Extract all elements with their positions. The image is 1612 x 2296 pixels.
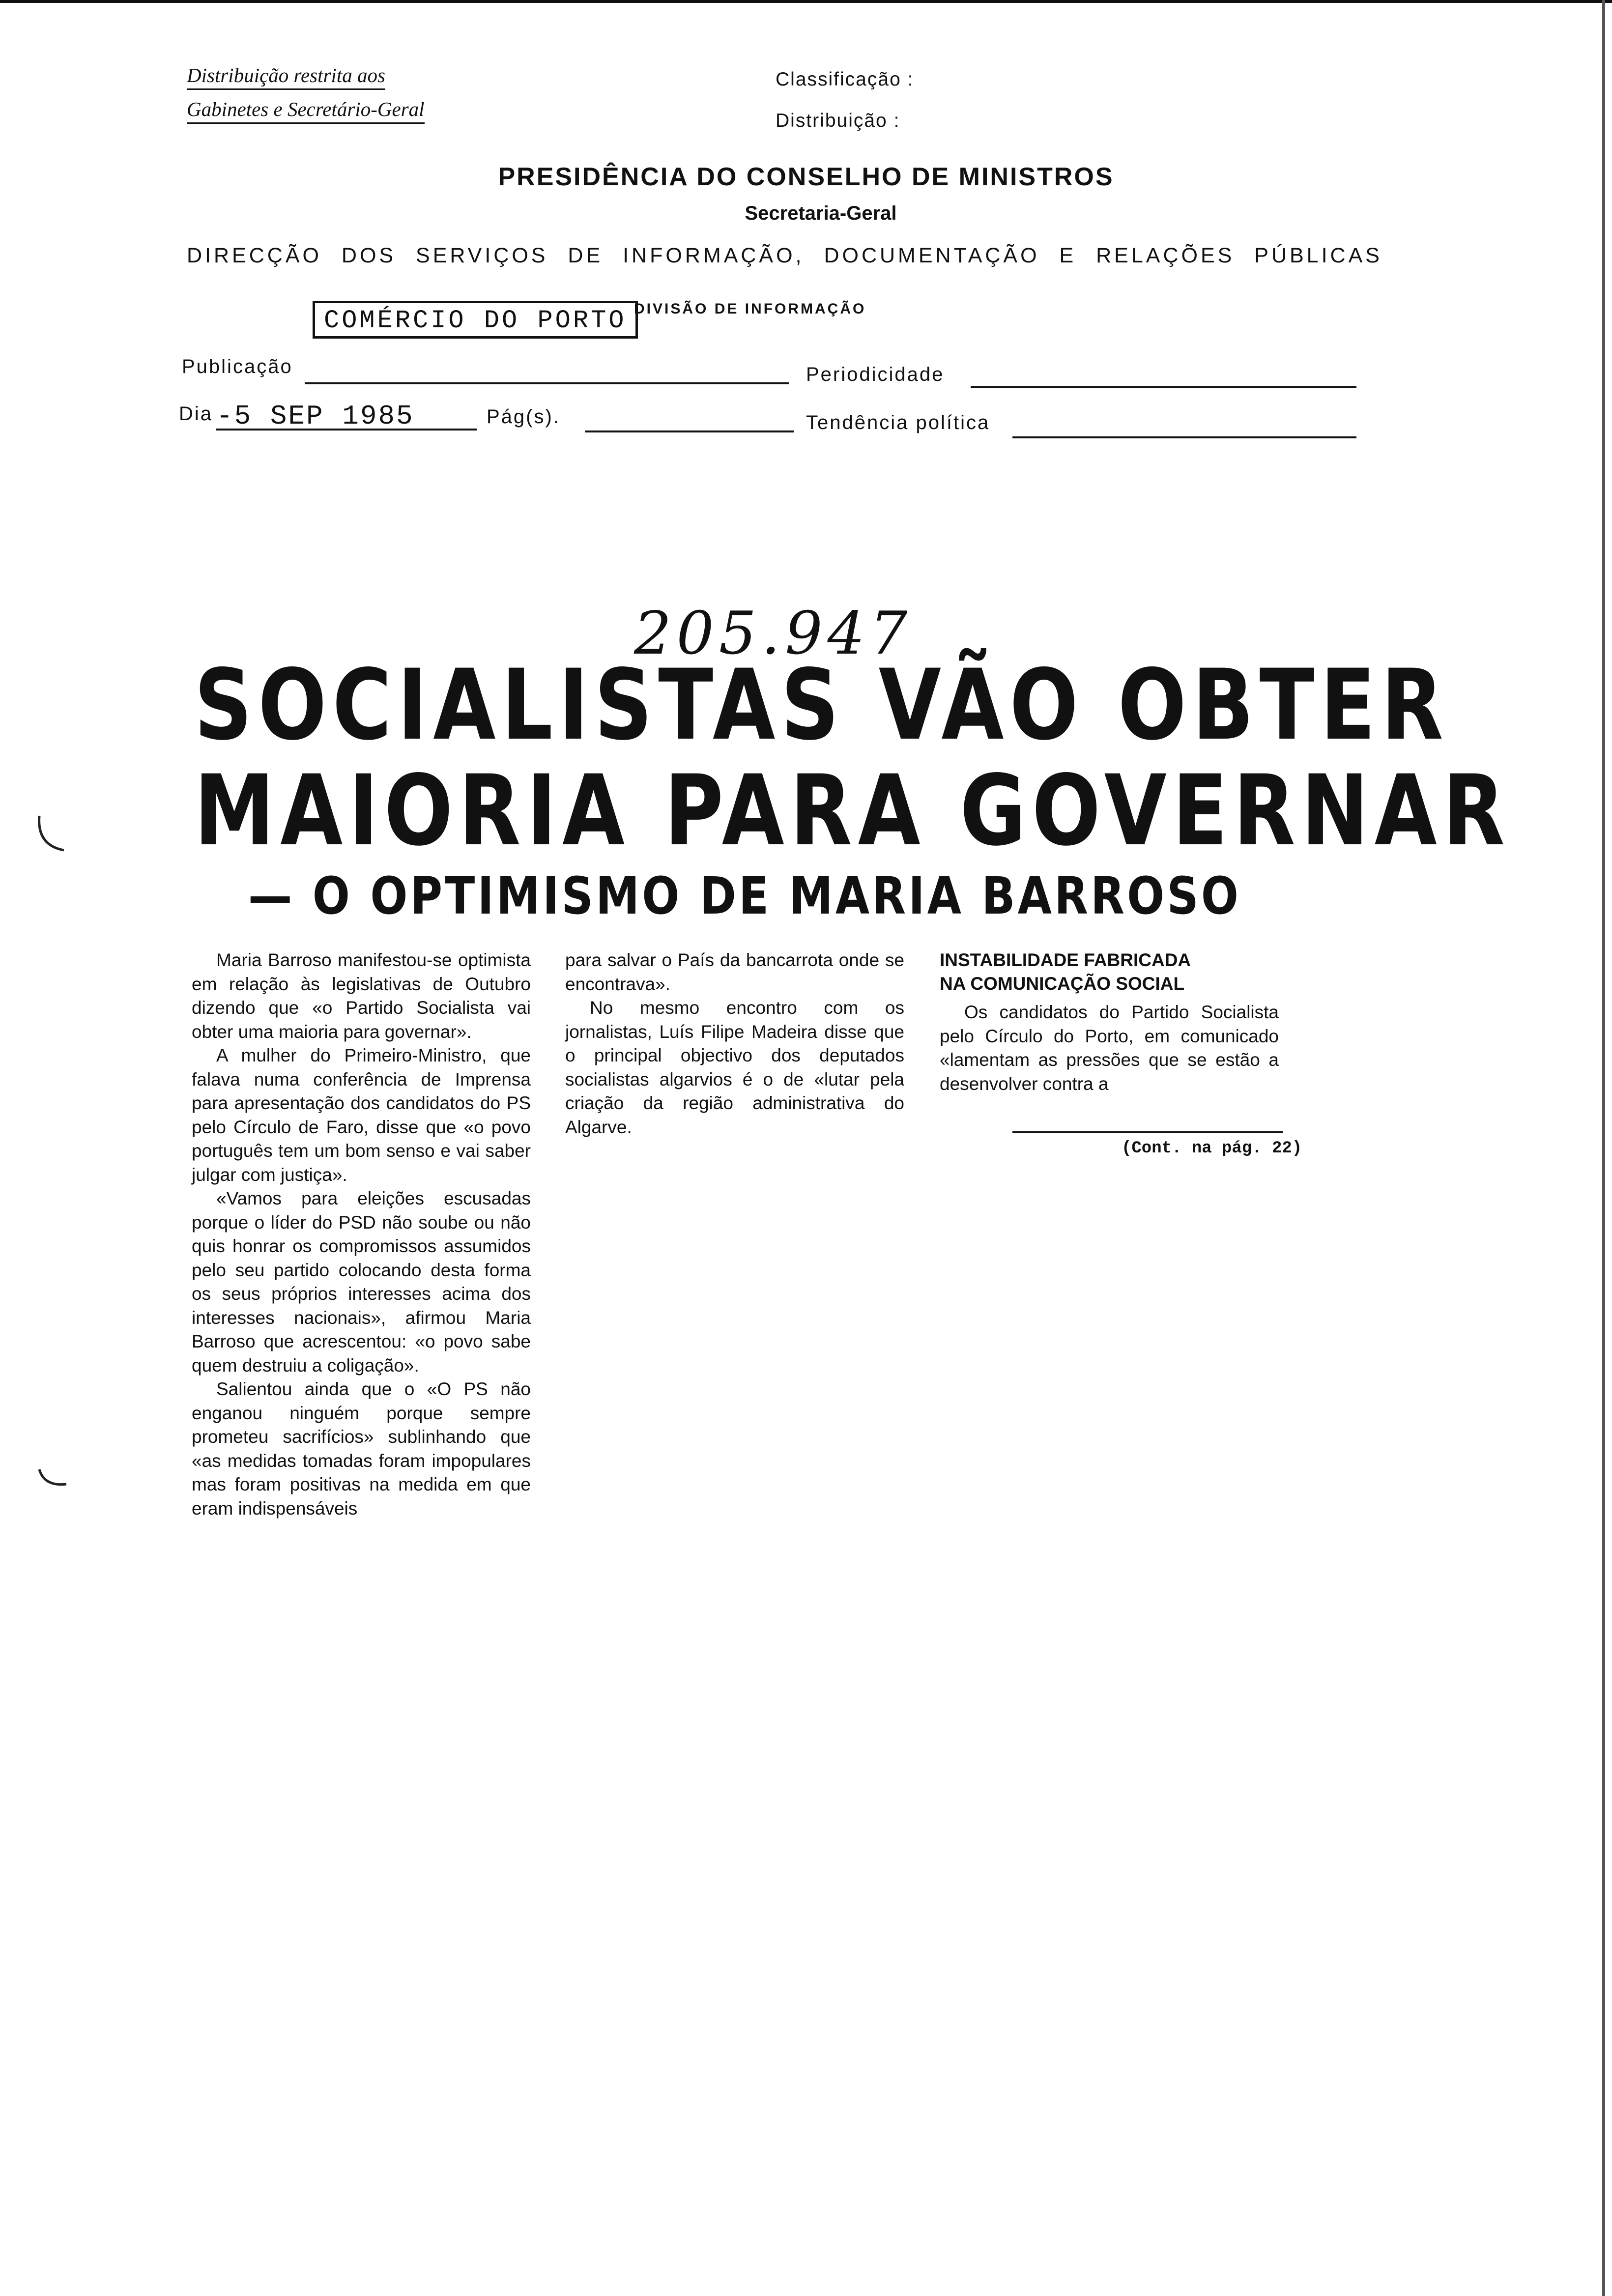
periodicity-rule — [971, 386, 1356, 388]
article-column-2 — [565, 948, 904, 1139]
top-border — [0, 0, 1612, 3]
right-edge — [1602, 0, 1605, 2296]
distribution-line-2: Gabinetes e Secretário-Geral — [187, 97, 425, 124]
publication-rule — [305, 382, 789, 384]
publication-label: Publicação — [182, 356, 293, 377]
direction-title: DIRECÇÃO DOS SERVIÇOS DE INFORMAÇÃO, DOCUMENTAÇÃO E RELAÇÕES PÚBLICAS — [187, 244, 1382, 267]
col1-paragraph-3: «Vamos para eleições escusadas porque o líder do PSD não soube ou não quis honrar os compromissos assumidos pelo seu partido colocando desta forma os seus próprios interesses acima dos interesses nacionais», afirmou Maria Barroso que acrescentou: «o povo sabe quem destruiu a coligação». — [192, 1188, 531, 1376]
tendency-label: Tendência política — [806, 412, 990, 433]
col2-paragraph-1: para salvar o País da bancarrota onde se encontrava». — [565, 950, 904, 994]
col1-paragraph-1: Maria Barroso manifestou-se optimista em relação às legislativas de Outubro dizendo que «o Partido Socialista vai obter uma maioria para governar». — [192, 950, 531, 1042]
division-title: DIVISÃO DE INFORMAÇÃO — [634, 301, 866, 317]
organization-title: PRESIDÊNCIA DO CONSELHO DE MINISTROS — [498, 163, 1114, 191]
headline-line-1: SOCIALISTAS VÃO OBTER — [194, 648, 1449, 762]
pages-rule — [585, 430, 794, 432]
col3-paragraph-1: Os candidatos do Partido Socialista pelo Círculo do Porto, em comunicado «lamentam as pressões que se estão a desenvolver contra a — [940, 1002, 1279, 1094]
headline-line-2: MAIORIA PARA GOVERNAR — [194, 754, 1511, 867]
tendency-rule — [1012, 436, 1356, 438]
day-rule — [216, 429, 477, 430]
col3-heading-line-2: NA COMUNICAÇÃO SOCIAL — [940, 974, 1185, 994]
classification-label: Classificação : — [776, 69, 914, 90]
continuation-note: (Cont. na pág. 22) — [1122, 1139, 1302, 1158]
col1-paragraph-4: Salientou ainda que o «O PS não enganou ninguém porque sempre prometeu sacrifícios» sublinhando que «as medidas tomadas foram impopulares mas foram positivas na medida em que eram indispensáveis — [192, 1379, 531, 1519]
subheadline: — O OPTIMISMO DE MARIA BARROSO — [248, 866, 1241, 926]
date-stamp: -5 SEP 1985 — [216, 401, 414, 432]
article-column-1 — [192, 948, 531, 1521]
continuation-rule — [1012, 1131, 1283, 1133]
periodicity-label: Periodicidade — [806, 364, 945, 385]
distribution-label: Distribuição : — [776, 110, 900, 131]
col2-paragraph-2: No mesmo encontro com os jornalistas, Luís Filipe Madeira disse que o principal objectivo dos deputados socialistas algarvios é o de «lutar pela criação da região administrativa do Algarve. — [565, 998, 904, 1137]
secretariat-title: Secretaria-Geral — [745, 202, 897, 224]
col1-paragraph-2: A mulher do Primeiro-Ministro, que falava numa conferência de Imprensa para apresentação dos candidatos do PS pelo Círculo de Faro, disse que «o povo português tem um bom senso e vai saber julgar com justiça». — [192, 1045, 531, 1185]
distribution-line-1: Distribuição restrita aos — [187, 63, 385, 90]
col3-heading-line-1: INSTABILIDADE FABRICADA — [940, 950, 1191, 970]
pages-label: Pág(s). — [487, 406, 560, 428]
day-label: Dia — [179, 403, 213, 425]
publication-stamp: COMÉRCIO DO PORTO — [313, 301, 638, 339]
scan-mark-bracket-2 — [29, 1464, 74, 1504]
handwritten-reference: 205.947 — [634, 600, 913, 668]
scan-mark-bracket-1 — [29, 811, 74, 860]
distribution-restriction — [187, 63, 425, 124]
article-column-3 — [940, 948, 1279, 1096]
